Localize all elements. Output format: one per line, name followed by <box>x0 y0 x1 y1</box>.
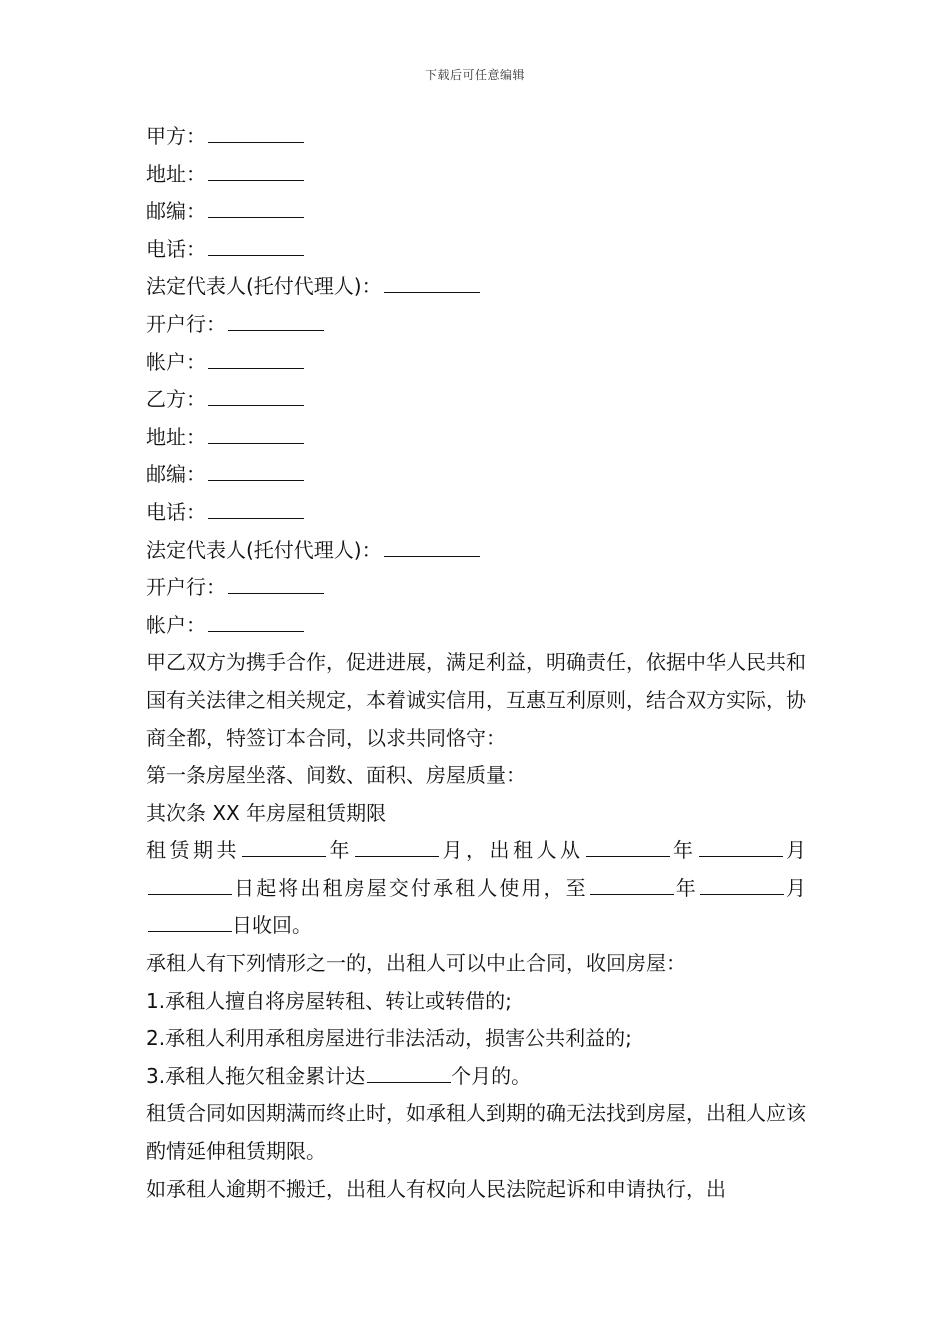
overdue-clause-paragraph: 如承租人逾期不搬迁，出租人有权向人民法院起诉和申请执行，出 <box>146 1176 726 1201</box>
party-b-bank-field[interactable] <box>228 575 324 594</box>
party-b-address-field[interactable] <box>208 425 304 444</box>
party-a-bank-field[interactable] <box>228 312 324 331</box>
lease-term-text-6: 日起将出租房屋交付承租人使用，至 <box>232 875 588 900</box>
lease-term-text-8: 月 <box>783 875 807 900</box>
party-a-representative-row <box>146 268 806 306</box>
party-b-bank-row <box>146 569 806 607</box>
party-b-account-field[interactable] <box>208 613 304 632</box>
party-b-address-row <box>146 419 806 457</box>
lease-term-text-3: 月，出租人从 <box>439 838 584 863</box>
party-b-postcode-label: 邮编： <box>146 462 206 487</box>
party-a-representative-label: 法定代表人(托付代理人)： <box>146 274 382 299</box>
party-a-name-row <box>146 118 806 156</box>
end-day-field[interactable] <box>148 913 232 932</box>
party-b-name-field[interactable] <box>208 387 304 406</box>
party-b-phone-field[interactable] <box>208 500 304 519</box>
lease-months-field[interactable] <box>355 838 439 857</box>
arrears-months-field[interactable] <box>367 1064 451 1083</box>
party-a-bank-row <box>146 306 806 344</box>
party-b-account-row <box>146 607 806 645</box>
contract-body <box>146 118 806 1208</box>
party-b-bank-label: 开户行： <box>146 575 226 600</box>
article-2-heading: 其次条 XX 年房屋租赁期限 <box>146 800 387 825</box>
party-b-postcode-field[interactable] <box>208 462 304 481</box>
party-b-postcode-row <box>146 456 806 494</box>
preamble-paragraph: 甲乙双方为携手合作，促进进展，满足利益，明确责任，依据中华人民共和国有关法律之相关规定，本着诚实信用，互惠互利原则，结合双方实际，协商全都，特签订本合同，以求共同恪守： <box>146 650 806 750</box>
party-a-phone-label: 电话： <box>146 236 206 261</box>
termination-item-3-row <box>146 1058 806 1096</box>
termination-item-2: 2.承租人利用承租房屋进行非法活动，损害公共利益的; <box>146 1026 632 1051</box>
party-a-phone-row <box>146 231 806 269</box>
party-b-phone-label: 电话： <box>146 499 206 524</box>
party-a-address-label: 地址： <box>146 161 206 186</box>
end-year-field[interactable] <box>590 876 674 895</box>
termination-item-3-suffix: 个月的。 <box>451 1063 532 1088</box>
termination-item-3-text: 3.承租人拖欠租金累计达 <box>146 1063 366 1088</box>
termination-item-1: 1.承租人擅自将房屋转租、转让或转借的; <box>146 988 512 1013</box>
party-a-representative-field[interactable] <box>384 274 480 293</box>
party-a-postcode-field[interactable] <box>208 199 304 218</box>
lease-term-text-9: 日收回。 <box>232 913 312 938</box>
party-a-postcode-row <box>146 193 806 231</box>
party-a-address-row <box>146 156 806 194</box>
party-b-name-label: 乙方： <box>146 387 206 412</box>
party-b-representative-row <box>146 532 806 570</box>
party-a-account-field[interactable] <box>208 350 304 369</box>
end-month-field[interactable] <box>700 876 784 895</box>
party-a-bank-label: 开户行： <box>146 311 226 336</box>
party-a-account-label: 帐户： <box>146 349 206 374</box>
party-b-account-label: 帐户： <box>146 612 206 637</box>
lease-term-text-5: 月 <box>782 838 806 863</box>
lease-term-text-2: 年 <box>326 838 353 863</box>
lease-term-text-4: 年 <box>669 838 697 863</box>
lease-term-text-7: 年 <box>673 875 698 900</box>
termination-intro: 承租人有下列情形之一的，出租人可以中止合同，收回房屋： <box>146 951 686 976</box>
start-day-field[interactable] <box>148 876 232 895</box>
party-b-address-label: 地址： <box>146 424 206 449</box>
party-b-name-row <box>146 381 806 419</box>
party-a-name-field[interactable] <box>208 124 304 143</box>
party-a-address-field[interactable] <box>208 162 304 181</box>
party-a-name-label: 甲方： <box>146 124 206 148</box>
party-a-phone-field[interactable] <box>208 237 304 256</box>
lease-years-field[interactable] <box>242 838 326 857</box>
page-header-note: 下载后可任意编辑 <box>424 68 525 82</box>
party-b-representative-label: 法定代表人(托付代理人)： <box>146 537 382 562</box>
lease-term-paragraph <box>146 832 806 945</box>
start-month-field[interactable] <box>699 838 783 857</box>
party-b-phone-row <box>146 494 806 532</box>
party-a-account-row <box>146 344 806 382</box>
article-1-heading: 第一条房屋坐落、间数、面积、房屋质量： <box>146 763 526 788</box>
start-year-field[interactable] <box>586 838 670 857</box>
party-b-representative-field[interactable] <box>384 538 480 557</box>
expiry-clause-paragraph: 租赁合同如因期满而终止时，如承租人到期的确无法找到房屋，出租人应该酌情延伸租赁期限。 <box>146 1101 806 1164</box>
lease-term-text-1: 租赁期共 <box>146 838 240 863</box>
party-a-postcode-label: 邮编： <box>146 199 206 224</box>
